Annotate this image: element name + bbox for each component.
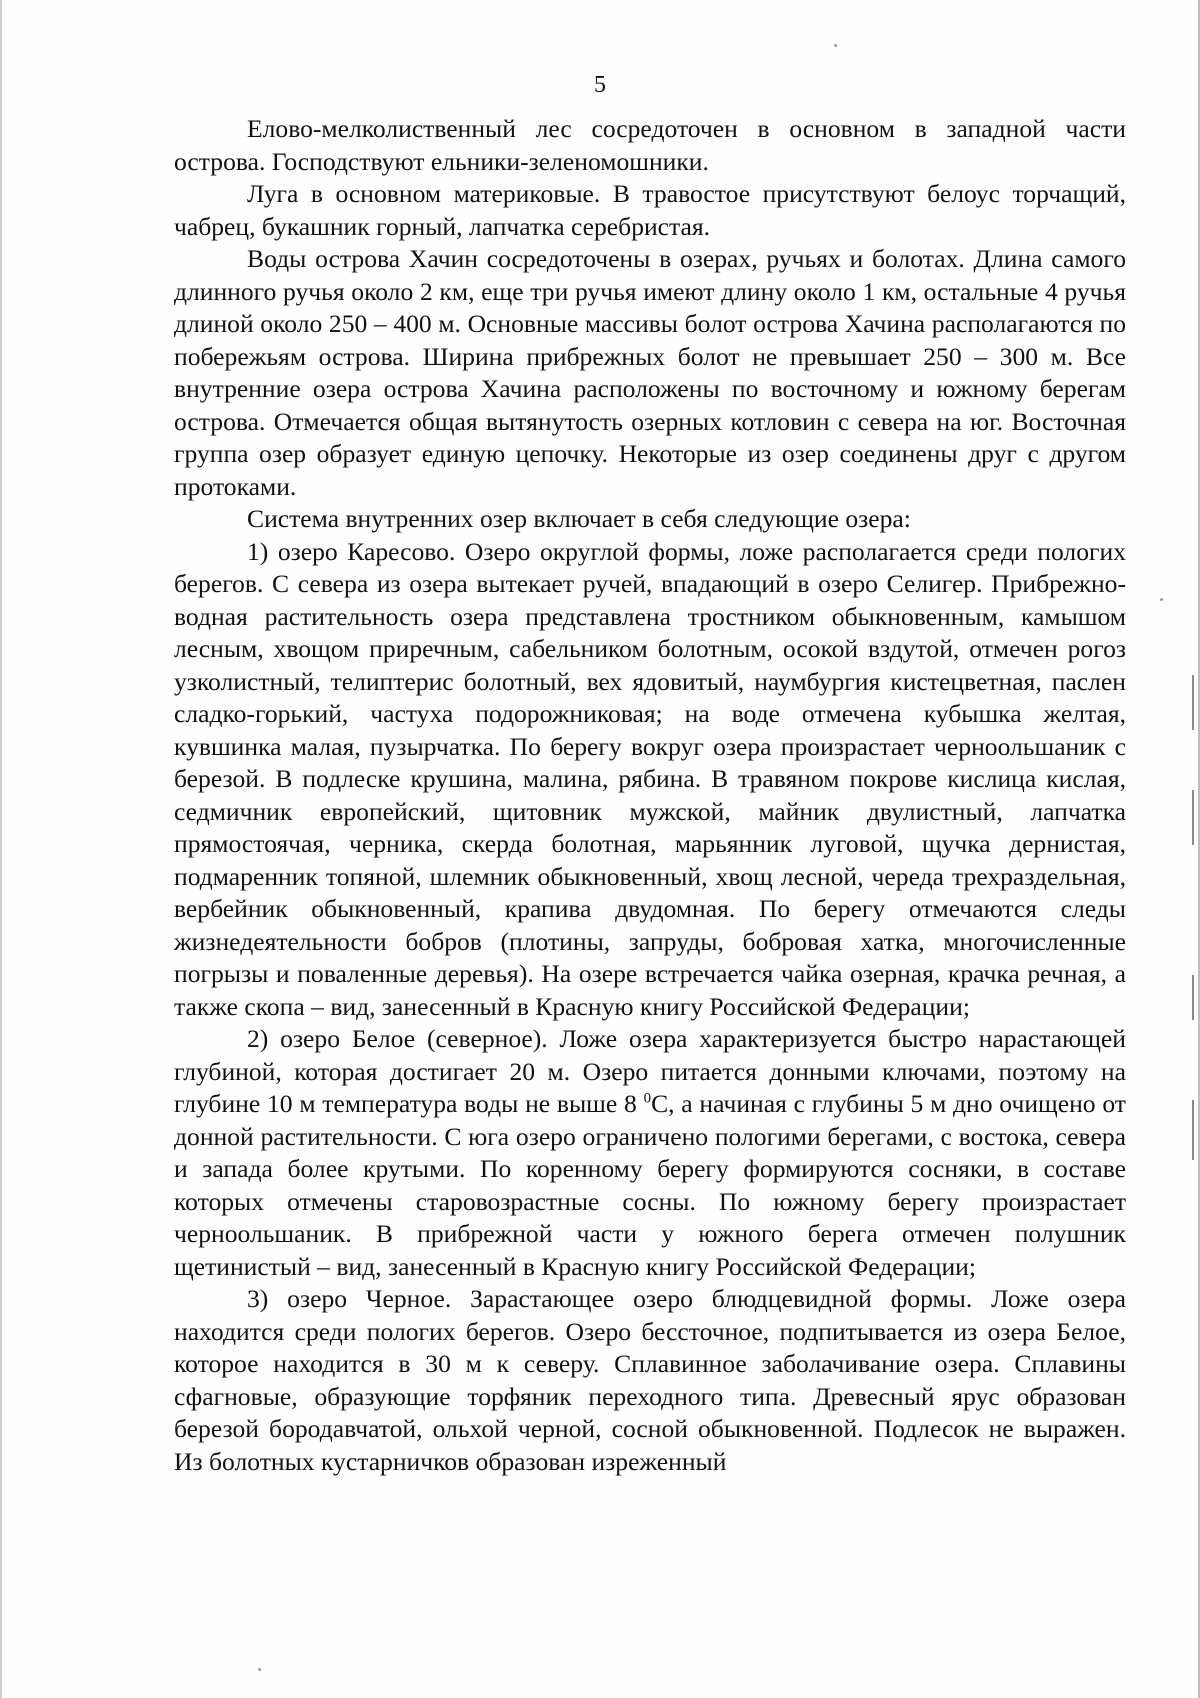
degree-superscript: 0	[643, 1090, 652, 1107]
paragraph-meadows: Луга в основном материковые. В травостое присутствуют белоус торчащий, чабрец, букашник горный, лапчатка серебристая.	[174, 179, 1126, 241]
scan-edge-mark	[1192, 675, 1194, 730]
scan-speck	[834, 44, 837, 47]
paragraph-waters: Воды острова Хачин сосредоточены в озерах, ручьях и болотах. Длина самого длинного ручья около 2 км, еще три ручья имеют длину около 1 км, остальные 4 ручья длиной около 250 – 400 м. Основные массивы болот острова Хачина располагаются по побережьям острова. Ширина прибрежных болот не превышает 250 – 300 м. Все внутренние озера острова Хачина расположены по восточному и южному берегам острова. Отмечается общая вытянутость озерных котловин с севера на юг. Восточная группа озер образует единую цепочку. Некоторые из озер соединены друг с другом протоками.	[174, 244, 1126, 501]
paragraph-forest: Елово-мелколиственный лес сосредоточен в основном в западной части острова. Господствуют ельники-зеленомошники.	[174, 114, 1126, 176]
scan-speck	[258, 1668, 261, 1671]
page-number: 5	[594, 72, 606, 98]
scan-edge-mark	[1192, 975, 1194, 1020]
scan-edge-mark	[1192, 1100, 1194, 1160]
document-body	[174, 113, 1126, 1478]
paragraph-lake-chernoe: 3) озеро Черное. Зарастающее озеро блюдцевидной формы. Ложе озера находится среди пологих берегов. Озеро бессточное, подпитывается из озера Белое, которое находится в 30 м к северу. Сплавинное заболачивание озера. Сплавины сфагновые, образующие торфяник переходного типа. Древесный ярус образован березой бородавчатой, ольхой черной, сосной обыкновенной. Подлесок не выражен. Из болотных кустарничков образован изреженный	[174, 1284, 1126, 1476]
scan-speck	[1160, 598, 1163, 601]
scan-edge-mark	[1192, 790, 1194, 845]
paragraph-lake-karesovo: 1) озеро Каресово. Озеро округлой формы, ложе располагается среди пологих берегов. С севера из озера вытекает ручей, впадающий в озеро Селигер. Прибрежно-водная растительность озера представлена тростником обыкновенным, камышом лесным, хвощом приречным, сабельником болотным, осокой вздутой, отмечен рогоз узколистный, телиптерис болотный, вех ядовитый, наумбургия кистецветная, паслен сладко-горький, частуха подорожниковая; на воде отмечена кубышка желтая, кувшинка малая, пузырчатка. По берегу вокруг озера произрастает черноольшаник с березой. В подлеске крушина, малина, рябина. В травяном покрове кислица кислая, седмичник европейский, щитовник мужской, майник двулистный, лапчатка прямостоячая, черника, скерда болотная, марьянник луговой, щучка дернистая, подмаренник топяной, шлемник обыкновенный, хвощ лесной, череда трехраздельная, вербейник обыкновенный, крапива двудомная. По берегу отмечаются следы жизнедеятельности бобров (плотины, запруды, бобровая хатка, многочисленные погрызы и поваленные деревья). На озере встречается чайка озерная, крачка речная, а также скопа – вид, занесенный в Красную книгу Российской Федерации;	[174, 536, 1126, 1021]
paragraph-lake-system-intro: Система внутренних озер включает в себя следующие озера:	[247, 504, 911, 533]
lake-beloe-text-part-1: 2) озеро Белое (северное). Ложе озера характеризуется быстро нарастающей глубиной, которая достигает 20 м. Озеро питается донными ключами, поэтому на глубине 10 м температура воды не выше 8	[174, 1024, 1126, 1118]
lake-beloe-text-part-2: С, а начиная с глубины 5 м дно очищено от донной растительности. С юга озеро ограничено пологими берегами, с востока, севера и запада более крутыми. По коренному берегу формируются сосняки, в составе которых отмечены старовозрастные сосны. По южному берегу произрастает черноольшаник. В прибрежной части у южного берега отмечен полушник щетинистый – вид, занесенный в Красную книгу Российской Федерации;	[174, 1089, 1126, 1281]
paragraph-lake-beloe	[174, 1023, 1126, 1283]
scan-left-edge	[0, 0, 2, 1698]
